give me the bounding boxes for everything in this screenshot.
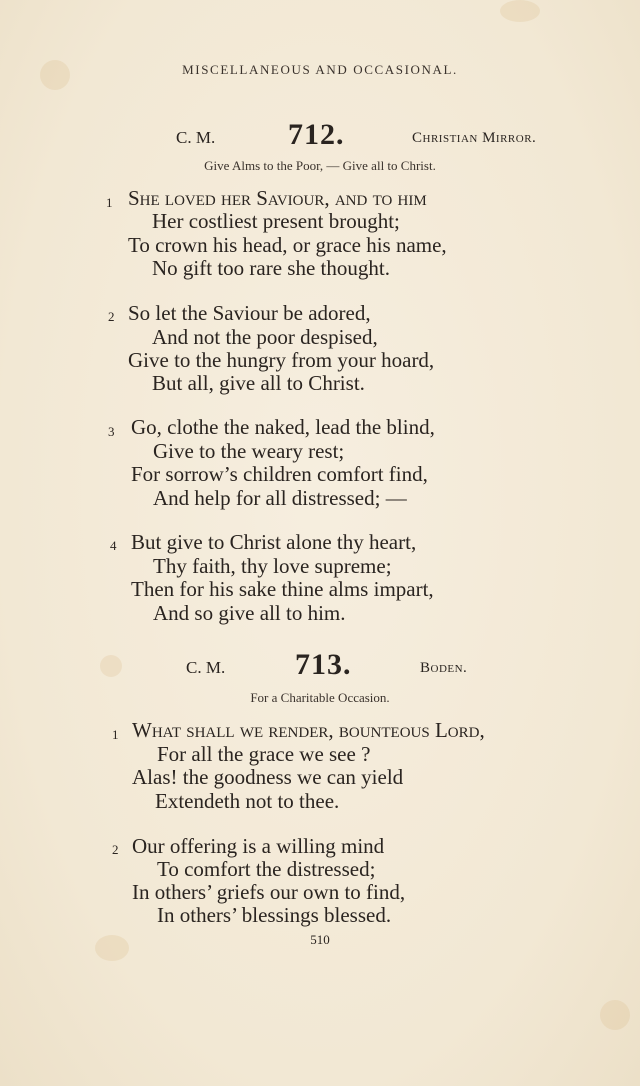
stanza-number: 1	[112, 727, 119, 742]
verse-line: And help for all distressed; —	[153, 486, 407, 510]
verse-line: For all the grace we see ?	[157, 742, 371, 766]
hymn-subtitle: For a Charitable Occasion.	[250, 690, 390, 705]
paper-stain	[500, 0, 540, 22]
verse-line: She loved her Saviour, and to him	[128, 186, 427, 210]
hymn-number: 712.	[288, 118, 345, 151]
verse-line: And so give all to him.	[153, 601, 346, 625]
verse-line: And not the poor despised,	[152, 325, 378, 349]
hymn-subtitle: Give Alms to the Poor, — Give all to Christ.	[204, 158, 436, 173]
paper-stain	[600, 1000, 630, 1030]
verse-line: No gift too rare she thought.	[152, 256, 390, 280]
verse-line: Extendeth not to thee.	[155, 789, 340, 813]
running-head: MISCELLANEOUS AND OCCASIONAL.	[182, 62, 458, 77]
stanza-number: 4	[110, 538, 117, 553]
hymn-number: 713.	[295, 648, 352, 681]
verse-line: To comfort the distressed;	[157, 857, 376, 881]
tune-name: Boden.	[420, 660, 468, 676]
stanza-number: 2	[112, 842, 119, 857]
verse-line: Our offering is a willing mind	[132, 834, 385, 858]
verse-line: So let the Saviour be adored,	[128, 301, 371, 325]
stanza-number: 2	[108, 309, 115, 324]
verse-line: What shall we render, bounteous Lord,	[132, 718, 485, 742]
hymn-meter: C. M.	[186, 658, 226, 677]
verse-line: But all, give all to Christ.	[152, 371, 365, 395]
hymn-712-header	[0, 118, 640, 158]
verse-line: Thy faith, thy love supreme;	[153, 554, 392, 578]
verse-line: Give to the weary rest;	[153, 439, 345, 463]
verse-line: In others’ blessings blessed.	[157, 903, 392, 927]
hymn-meter: C. M.	[176, 128, 216, 147]
verse-line: Go, clothe the naked, lead the blind,	[131, 415, 435, 439]
page-number: 510	[310, 932, 330, 947]
verse-line: For sorrow’s children comfort find,	[131, 462, 428, 486]
verse-line: To crown his head, or grace his name,	[128, 233, 447, 257]
verse-line: Alas! the goodness we can yield	[132, 765, 404, 789]
verse-line: Then for his sake thine alms impart,	[131, 577, 434, 601]
verse-line: Her costliest present brought;	[152, 209, 400, 233]
verse-line: But give to Christ alone thy heart,	[131, 530, 417, 554]
verse-line: In others’ griefs our own to find,	[132, 880, 406, 904]
hymn-713-header	[0, 648, 640, 688]
tune-name: Christian Mirror.	[412, 130, 537, 146]
verse-line: Give to the hungry from your hoard,	[128, 348, 435, 372]
stanza-number: 1	[106, 195, 113, 210]
stanza-number: 3	[108, 424, 115, 439]
